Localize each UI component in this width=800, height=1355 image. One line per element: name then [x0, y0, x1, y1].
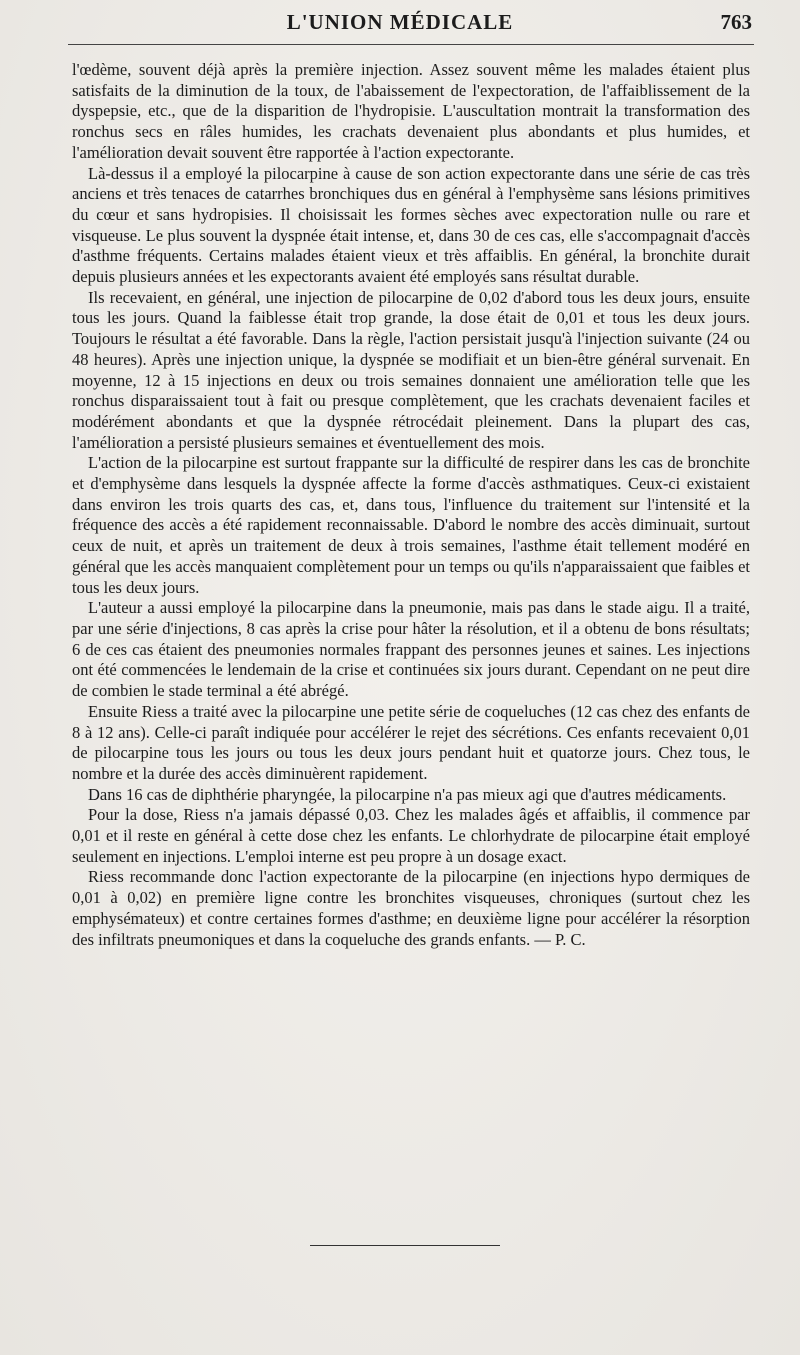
page-number: 763 — [720, 10, 752, 34]
paragraph: l'œdème, souvent déjà après la première injection. Assez souvent même les malades étaient plus satisfaits de la diminution de la toux, de l'abaissement de l'expectoration, de l'affaiblissement de la dyspepsie, etc., que de la disparition de l'hydropisie. L'auscultation montrait la transformation des ronchus secs en râles humides, les crachats devenaient plus abondants et plus humides, et l'amélioration devait souvent être rapportée à l'action expectorante. — [72, 60, 750, 162]
paragraph: Riess recommande donc l'action expectorante de la pilocarpine (en injections hypo dermiques de 0,01 à 0,02) en première ligne contre les bronchites visqueuses, chroniques (surtout chez les emphysémateux) et contre certaines formes d'asthme; en deuxième ligne pour accélérer la résorption des infiltrats pneumoniques et dans la coqueluche des grands enfants. — P. C. — [72, 867, 750, 949]
running-head — [0, 8, 800, 38]
section-end-rule — [310, 1245, 500, 1246]
paragraph: Ensuite Riess a traité avec la pilocarpine une petite série de coqueluches (12 cas chez des enfants de 8 à 12 ans). Celle-ci paraît indiquée pour accélérer le rejet des sécrétions. Ces enfants recevaient 0,01 de pilocarpine tous les jours ou tous les deux jours pendant huit et quatorze jours. Chez tous, le nombre et la durée des accès diminuèrent rapidement. — [72, 701, 750, 783]
paragraph: Pour la dose, Riess n'a jamais dépassé 0,03. Chez les malades âgés et affaiblis, il commence par 0,01 et il reste en général à cette dose chez les enfants. Le chlorhydrate de pilocarpine était employé seulement en injections. L'emploi interne est peu propre à un dosage exact. — [72, 805, 750, 866]
paragraph: Là-dessus il a employé la pilocarpine à cause de son action expectorante dans une série de cas très anciens et très tenaces de catarrhes bronchiques dus en général à l'emphysème sans lésions primitives du cœur et sans hydropisies. Il choisissait les formes sèches avec expectoration nulle ou rare et visqueuse. Le plus souvent la dyspnée était intense, et, dans 30 de ces cas, elle s'accompagnait d'accès d'asthme fréquents. Certains malades étaient vieux et très affaiblis. En général, la bronchite durait depuis plusieurs années et les expectorants avaient été employés sans résultat durable. — [72, 163, 750, 287]
paragraph: Ils recevaient, en général, une injection de pilocarpine de 0,02 d'abord tous les deux jours, ensuite tous les jours. Quand la faiblesse était trop grande, la dose était de 0,01 et tous les deux jours. Toujours le résultat a été favorable. Dans la règle, l'action persistait jusqu'à l'injection suivante (24 ou 48 heures). Après une injection unique, la dyspnée se modifiait et un bien-être général survenait. En moyenne, 12 à 15 injections en deux ou trois semaines donnaient une amélioration telle que les ronchus disparaissaient tout à fait ou presque complètement, que les crachats devenaient faciles et modérément abondants et que la dyspnée rétrocédait pleinement. Dans la plupart des cas, l'amélioration a persisté plusieurs semaines et éventuellement des mois. — [72, 287, 750, 452]
paragraph: Dans 16 cas de diphthérie pharyngée, la pilocarpine n'a pas mieux agi que d'autres médicaments. — [88, 784, 727, 804]
header-rule — [68, 44, 754, 45]
paragraph: L'action de la pilocarpine est surtout frappante sur la difficulté de respirer dans les cas de bronchite et d'emphysème dans lesquels la dyspnée affecte la forme d'accès asthmatiques. Ceux-ci existaient dans environ les trois quarts des cas, et, dans tous, l'influence du traitement sur l'intensité et la fréquence des accès a été rapidement reconnaissable. D'abord le nombre des accès diminuait, surtout ceux de nuit, et après un traitement de deux à trois semaines, l'asthme était tellement modéré en général que les accès manquaient complètement pour un temps ou qu'ils n'apparaissaient que faibles et tous les deux jours. — [72, 453, 750, 597]
article-body — [72, 60, 750, 950]
paragraph: L'auteur a aussi employé la pilocarpine dans la pneumonie, mais pas dans le stade aigu. Il a traité, par une série d'injections, 8 cas après la crise pour hâter la résolution, et il a obtenu de bons résultats; 6 de ces cas étaient des pneumonies normales frappant des personnes jeunes et saines. Les injections ont été commencées le lendemain de la crise et continuées six jours durant. Cependant on ne peut dire de combien le stade terminal a été abrégé. — [72, 598, 750, 701]
running-title: L'UNION MÉDICALE — [286, 10, 514, 34]
